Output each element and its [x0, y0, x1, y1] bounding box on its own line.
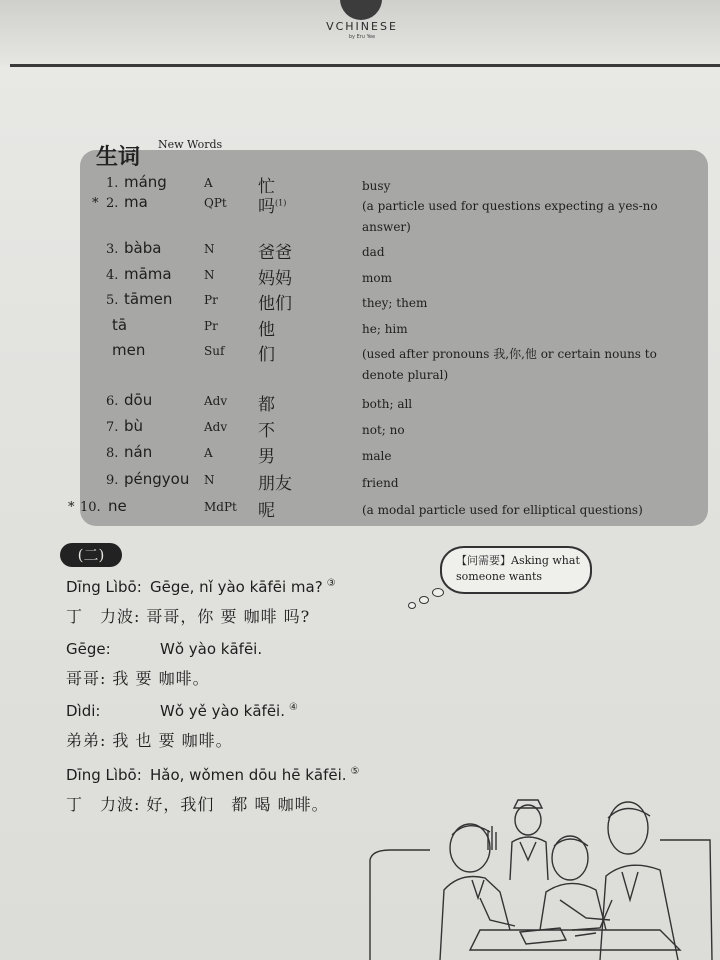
vocab-row — [80, 443, 708, 470]
vocab-hanzi — [258, 289, 292, 314]
line-hanzi — [66, 792, 329, 815]
vocab-hanzi-text: 妈妈 — [258, 269, 292, 289]
vocab-hanzi — [258, 192, 286, 217]
vocab-row — [80, 239, 708, 266]
vocab-pinyin: máng — [124, 173, 167, 191]
speaker-pinyin: Dìdi: — [66, 702, 101, 720]
vocab-pinyin: péngyou — [124, 470, 190, 488]
bubble-text: 【问需要】Asking what someone wants — [456, 554, 580, 583]
vocab-hanzi-text: 忙 — [258, 177, 275, 197]
vocab-number: 3. — [106, 242, 119, 257]
vocab-part-of-speech: Pr — [204, 319, 218, 333]
bubble-dot — [408, 602, 416, 609]
vocab-part-of-speech: N — [204, 242, 215, 256]
cafe-illustration — [360, 780, 720, 960]
vocab-hanzi — [258, 264, 292, 289]
vocab-part-of-speech: A — [204, 446, 213, 460]
vocab-pinyin: bàba — [124, 239, 162, 257]
vocab-part-of-speech: Adv — [204, 394, 228, 408]
bubble-dot — [419, 596, 429, 604]
vocab-hanzi-text: 不 — [258, 421, 275, 441]
vocab-part-of-speech: N — [204, 473, 215, 487]
vocab-row — [80, 265, 708, 292]
brand-name: VCHINESE — [326, 20, 398, 33]
line-pinyin — [160, 640, 262, 658]
line-hanzi-text: 哥哥，你 要 咖啡 吗? — [146, 607, 311, 626]
vocab-definition: not; no — [362, 423, 405, 437]
vocab-hanzi — [258, 238, 292, 263]
vocab-row — [80, 290, 708, 317]
vocab-hanzi — [258, 390, 275, 415]
vocab-row — [80, 391, 708, 418]
vocab-number: 10. — [80, 500, 101, 515]
line-hanzi-text: 我 也 要 咖啡。 — [112, 731, 233, 750]
line-hanzi — [66, 604, 310, 627]
vocab-hanzi — [258, 442, 275, 467]
vocab-row — [68, 497, 708, 524]
vocab-hanzi-text: 呢 — [258, 501, 275, 521]
speaker-hanzi: 丁 力波: — [66, 607, 141, 626]
speaker-hanzi: 弟弟: — [66, 731, 107, 750]
vocab-row — [80, 341, 708, 382]
line-pinyin-text: Hǎo, wǒmen dōu hē kāfēi. — [150, 766, 347, 784]
vocab-pinyin: men — [112, 341, 146, 359]
vocab-number: 4. — [106, 268, 119, 283]
vocab-part-of-speech: QPt — [204, 196, 227, 210]
vocab-definition: friend — [362, 476, 399, 490]
speaker-pinyin: Dīng Lìbō: — [66, 578, 142, 596]
vocab-hanzi — [258, 469, 292, 494]
line-pinyin-text: Wǒ yě yào kāfēi. — [160, 702, 285, 720]
speaker-hanzi: 哥哥: — [66, 669, 107, 688]
vocab-hanzi-text: 男 — [258, 447, 275, 467]
line-hanzi-text: 好，我们 都 喝 咖啡。 — [146, 795, 329, 814]
vocab-hanzi-text: 们 — [258, 345, 275, 365]
vocab-definition: busy — [362, 179, 391, 193]
vocab-hanzi-text: 他 — [258, 320, 275, 340]
footnote-ref: ⑤ — [350, 766, 360, 777]
vocab-part-of-speech: Pr — [204, 293, 218, 307]
vocab-hanzi-text: 都 — [258, 395, 275, 415]
vocab-part-of-speech: N — [204, 268, 215, 282]
vocab-number: 2. — [106, 196, 119, 211]
vocab-definition: dad — [362, 245, 385, 259]
vocab-hanzi — [258, 315, 275, 340]
line-pinyin-text: Wǒ yào kāfēi. — [160, 640, 263, 658]
bubble-dot — [432, 588, 444, 597]
line-hanzi — [66, 666, 210, 689]
speaker-pinyin: Gēge: — [66, 640, 111, 658]
vocab-number: 7. — [106, 420, 119, 435]
vocab-pinyin: dōu — [124, 391, 153, 409]
vocab-hanzi — [258, 416, 275, 441]
asterisk-mark: * — [68, 500, 75, 515]
line-hanzi — [66, 728, 233, 751]
vocab-pinyin: nán — [124, 443, 153, 461]
vocab-hanzi — [258, 340, 275, 365]
dialogue-marker: (二) — [60, 543, 122, 567]
vocab-subtitle: New Words — [158, 138, 223, 151]
vocab-pinyin: bù — [124, 417, 144, 435]
vocab-number: 8. — [106, 446, 119, 461]
vocab-hanzi-text: 爸爸 — [258, 243, 292, 263]
asterisk-mark: * — [92, 196, 99, 211]
vocab-hanzi-text: 朋友 — [258, 474, 292, 494]
header-rule — [10, 64, 720, 67]
line-pinyin — [150, 766, 360, 784]
vocab-part-of-speech: Adv — [204, 420, 228, 434]
vocab-pinyin: tā — [112, 316, 128, 334]
vocab-panel — [68, 150, 708, 526]
vocab-definition: (a particle used for questions expecting a yes-no answer) — [362, 199, 658, 234]
vocab-definition: (used after pronouns 我,你,他 or certain nouns to denote plural) — [362, 347, 657, 382]
line-pinyin — [150, 578, 336, 596]
vocab-pinyin: māma — [124, 265, 172, 283]
vocab-number: 5. — [106, 293, 119, 308]
vocab-row — [80, 316, 708, 343]
vocab-hanzi-text: 他们 — [258, 294, 292, 314]
vocab-definition: both; all — [362, 397, 413, 411]
line-pinyin-text: Gēge, nǐ yào kāfēi ma? — [150, 578, 323, 596]
vocab-row — [80, 470, 708, 497]
line-hanzi-text: 我 要 咖啡。 — [112, 669, 210, 688]
vocab-pinyin: ne — [108, 497, 127, 515]
vocab-number: 6. — [106, 394, 119, 409]
vocab-part-of-speech: A — [204, 176, 213, 190]
vocab-title: 生词 — [96, 145, 141, 170]
vocab-hanzi — [258, 496, 275, 521]
vocab-definition: male — [362, 449, 392, 463]
vocab-part-of-speech: Suf — [204, 344, 225, 358]
vocab-row — [80, 193, 708, 234]
line-pinyin — [160, 702, 298, 720]
brand-subtitle: by Eru Yee — [348, 34, 376, 40]
vocab-number: 9. — [106, 473, 119, 488]
vocab-definition: they; them — [362, 296, 428, 310]
footnote-ref: (1) — [275, 198, 287, 208]
vocab-row — [80, 417, 708, 444]
vocab-pinyin: ma — [124, 193, 148, 211]
footnote-ref: ③ — [326, 578, 336, 589]
vocab-definition: mom — [362, 271, 392, 285]
vocab-hanzi-text: 吗 — [258, 197, 275, 217]
speaker-hanzi: 丁 力波: — [66, 795, 141, 814]
vocab-definition: (a modal particle used for elliptical questions) — [362, 503, 643, 517]
vocab-part-of-speech: MdPt — [204, 500, 237, 514]
vocab-number: 1. — [106, 176, 119, 191]
speaker-pinyin: Dīng Lìbō: — [66, 766, 142, 784]
footnote-ref: ④ — [289, 702, 298, 713]
vocab-pinyin: tāmen — [124, 290, 173, 308]
vocab-definition: he; him — [362, 322, 408, 336]
